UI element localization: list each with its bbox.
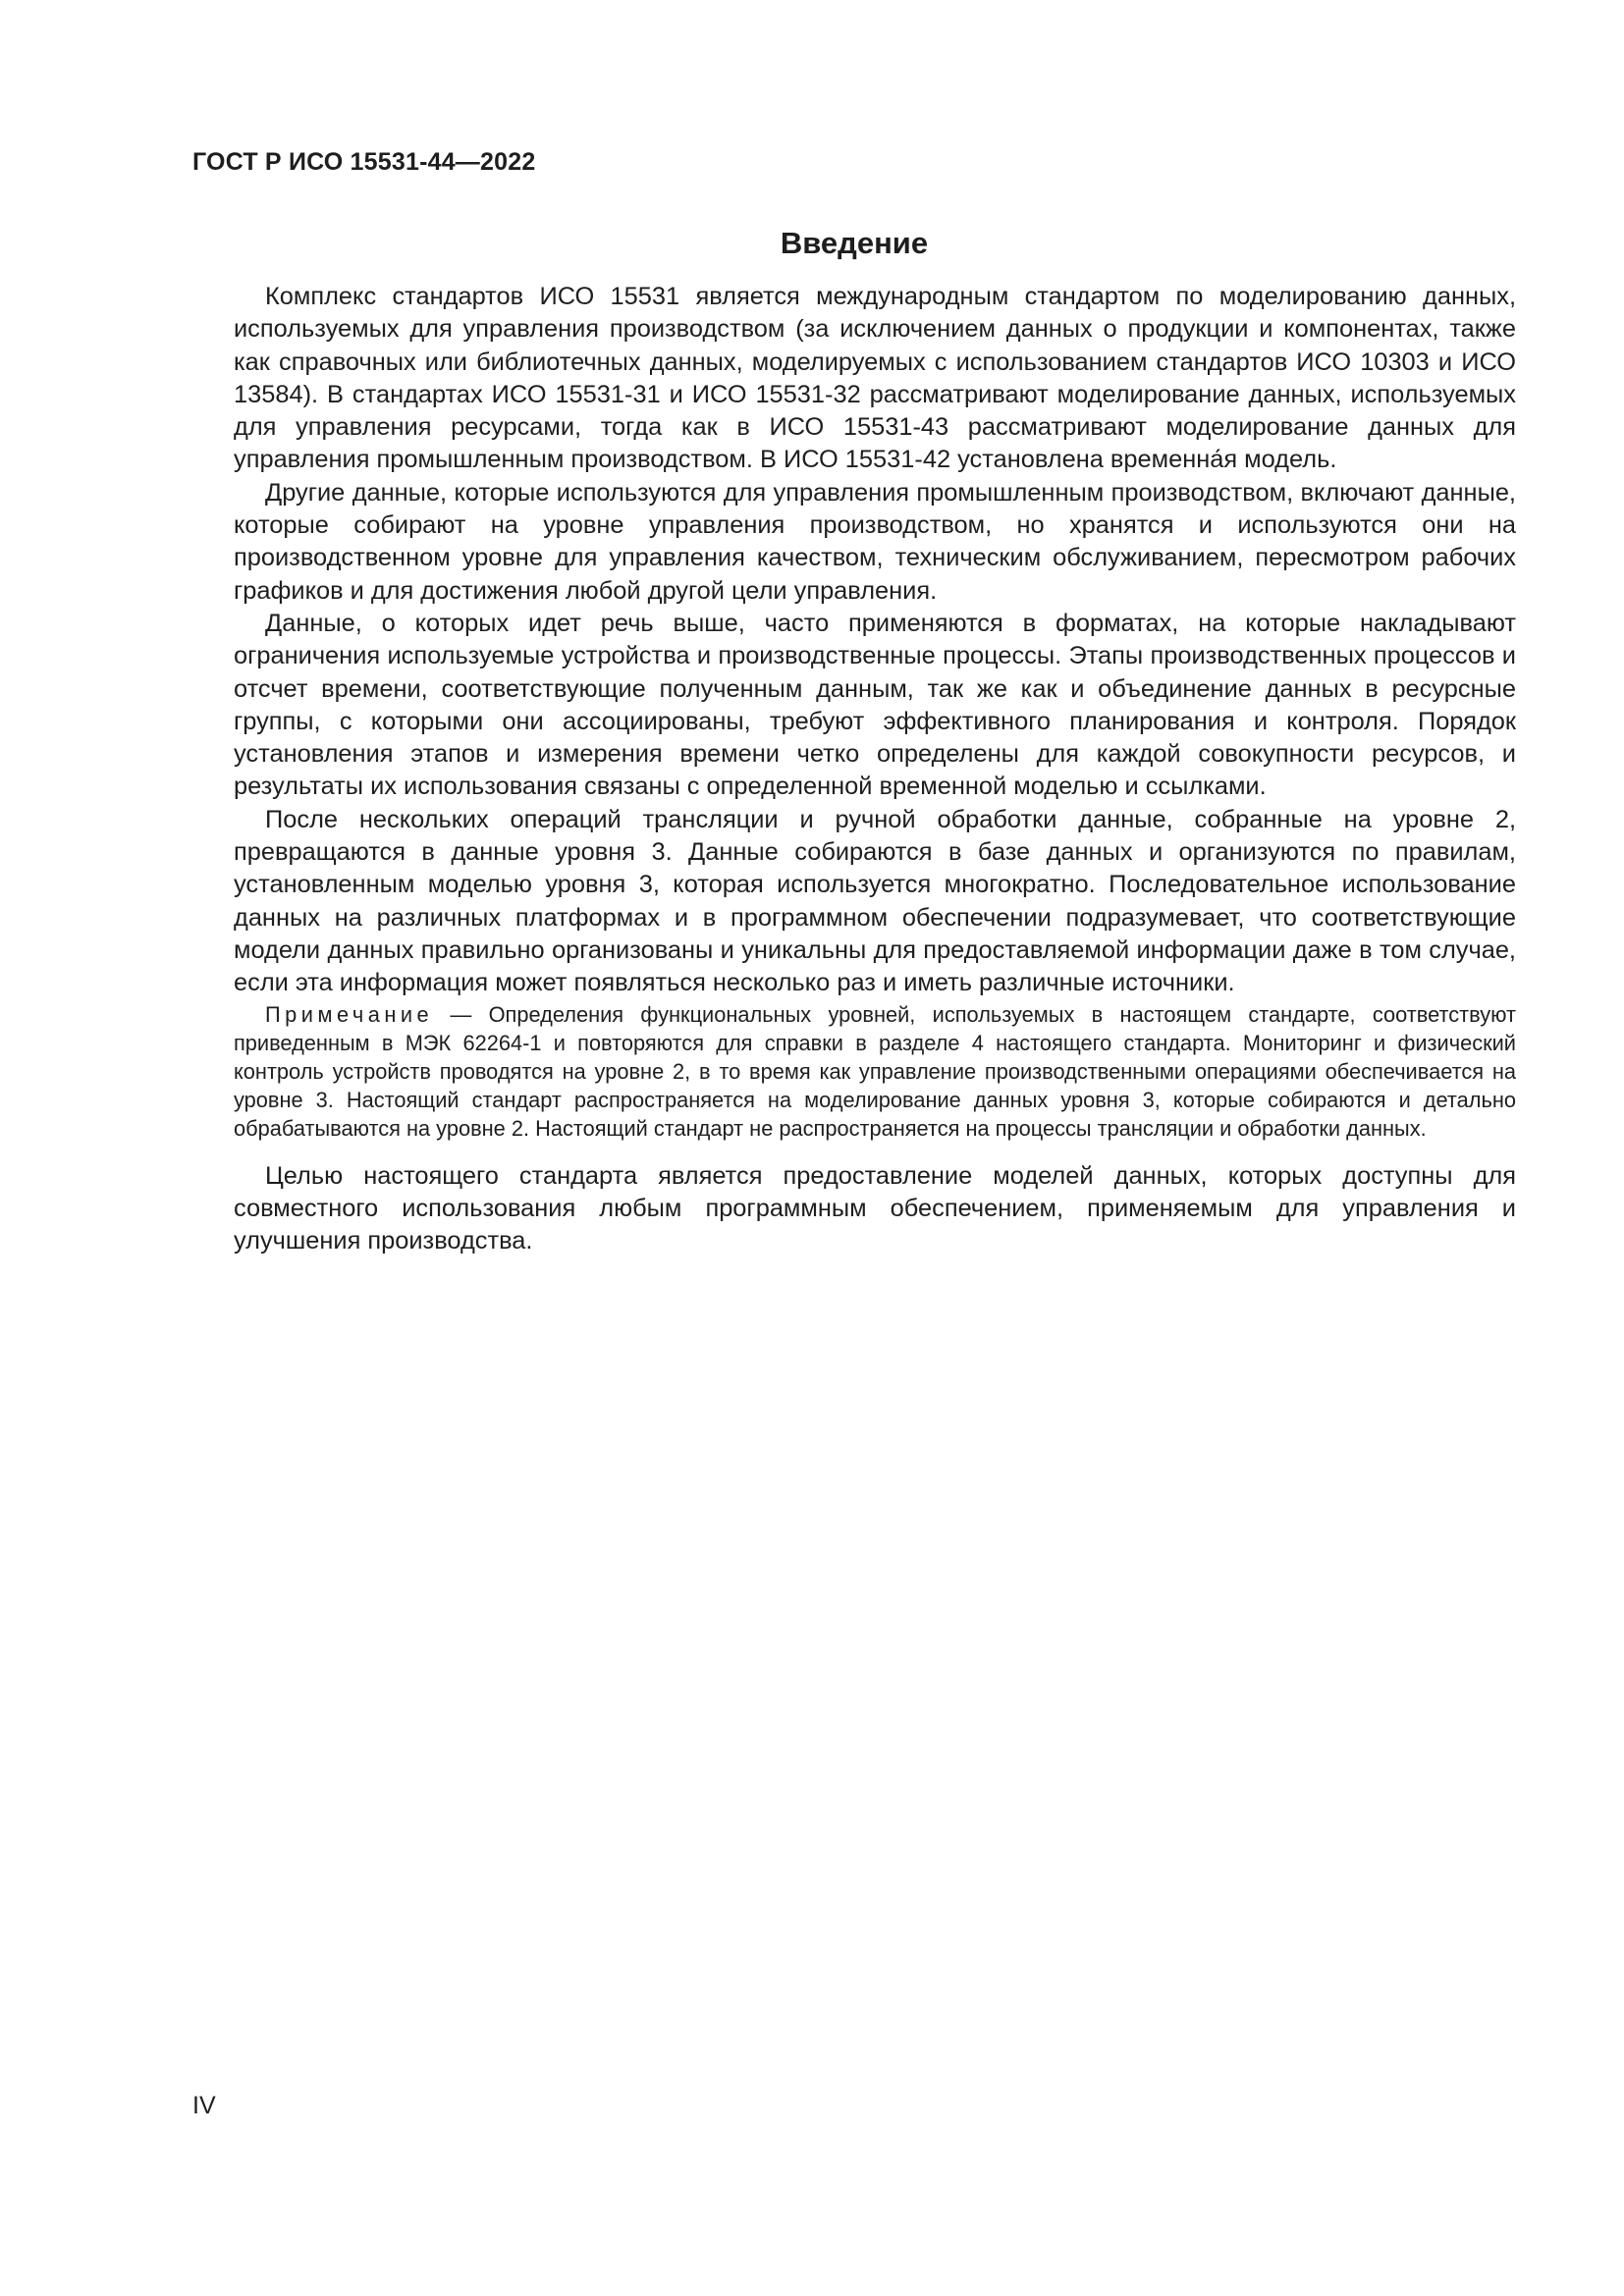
paragraph-purpose: Целью настоящего стандарта является предоставление моделей данных, которых доступны для совместного использования любым программным обеспечением, применяемым для управления и улучшения производства. — [234, 1161, 1516, 1255]
standard-designation: ГОСТ Р ИСО 15531-44—2022 — [192, 148, 536, 176]
note-text: — Определения функциональных уровней, используемых в настоящем стандарте, соответствуют приведенным в МЭК 62264-1 и повторяются для справки в разделе 4 настоящего стандарта. Мониторинг и физический контроль устройств проводятся на уровне 2, в то время как управление производственными операциями обеспечивается на уровне 3. Настоящий стандарт распространяется на моделирование данных уровня 3, которые собираются и детально обрабатываются на уровне 2. Настоящий стандарт не распространяется на процессы трансляции и обработки данных. — [234, 1001, 1516, 1142]
paragraph-4: После нескольких операций трансляции и ручной обработки данные, собранные на уровне 2, превращаются в данные уровня 3. Данные собираются в базе данных и организуются по правилам, установленным моделью уровня 3, которая используется многократно. Последовательное использование данных на различных платформах и в программном обеспечении подразумевает, что соответствующие модели данных правильно организованы и уникальны для предоставляемой информации даже в том случае, если эта информация может появляться несколько раз и иметь различные источники. — [234, 805, 1516, 997]
introduction-body — [234, 281, 1516, 1257]
paragraph-2: Другие данные, которые используются для управления промышленным производством, включают данные, которые собирают на уровне управления производством, но хранятся и используются они на производственном уровне для управления качеством, техническим обслуживанием, пересмотром рабочих графиков и для достижения любой другой цели управления. — [234, 478, 1516, 605]
section-title: Введение — [780, 226, 929, 260]
note-label: Примечание — [265, 1001, 434, 1027]
page-number: IV — [192, 2092, 216, 2119]
paragraph-3: Данные, о которых идет речь выше, часто применяются в форматах, на которые накладывают ограничения используемые устройства и производственные процессы. Этапы производственных процессов и отсчет времени, соответствующие полученным данным, так же как и объединение данных в ресурсные группы, с которыми они ассоциированы, требуют эффективного планирования и контроля. Порядок установления этапов и измерения времени четко определены для каждой совокупности ресурсов, и результаты их использования связаны с определенной временной моделью и ссылками. — [234, 609, 1516, 801]
paragraph-1: Комплекс стандартов ИСО 15531 является международным стандартом по моделированию данных, используемых для управления производством (за исключением данных о продукции и компонентах, также как справочных или библиотечных данных, моделируемых с использованием стандартов ИСО 10303 и ИСО 13584). В стандартах ИСО 15531-31 и ИСО 15531-32 рассматривают моделирование данных, используемых для управления ресурсами, тогда как в ИСО 15531-43 рассматривают моделирование данных для управления промышленным производством. В ИСО 15531-42 установлена временна́я модель. — [234, 283, 1516, 474]
note-block — [234, 1000, 1516, 1144]
